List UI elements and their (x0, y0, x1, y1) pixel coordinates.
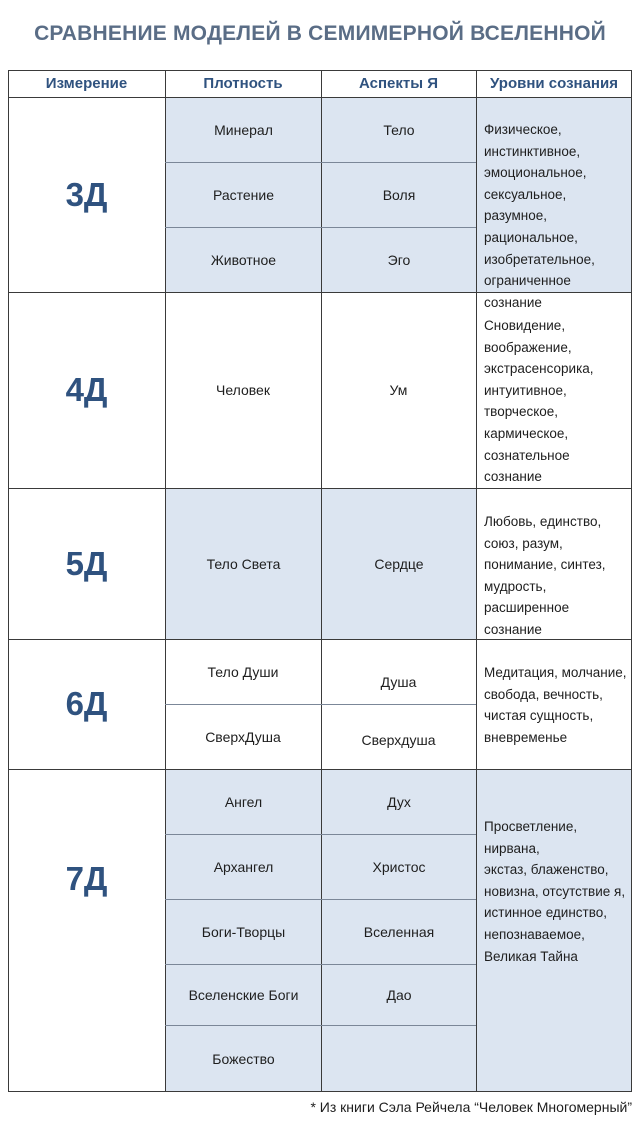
subrow-divider (165, 899, 476, 900)
aspect-cell: Дух (322, 770, 476, 834)
column-divider (165, 70, 166, 1092)
header-dimension: Измерение (45, 75, 128, 92)
subrow-divider (165, 162, 476, 163)
row-divider (8, 97, 632, 98)
aspect-cell: Сердце (322, 489, 476, 639)
density-cell: Вселенские Боги (166, 965, 321, 1025)
aspect-cell: Воля (322, 163, 476, 227)
aspect-cell (322, 1026, 476, 1092)
density-cell: Божество (166, 1026, 321, 1092)
density-cell: Человек (216, 382, 270, 398)
dimension-3d: 3Д (65, 175, 108, 213)
comparison-table (8, 70, 632, 1092)
aspect-cell: Ум (389, 382, 408, 398)
table-border (8, 1091, 632, 1092)
header-density: Плотность (203, 75, 283, 92)
density-cell: Тело Души (207, 663, 279, 680)
density-cell: Боги-Творцы (166, 900, 321, 964)
aspect-cell: Эго (322, 228, 476, 292)
density-cell: Животное (166, 228, 321, 292)
density-cell: Архангел (166, 835, 321, 899)
subrow-divider (165, 227, 476, 228)
table-border (8, 70, 632, 71)
levels-text-7d: Просветление, нирвана, экстаз, блаженство, новизна, отсутствие я, истинное единство, непознаваемое, Великая Тайна (484, 819, 626, 964)
density-cell: СверхДуша (205, 728, 281, 745)
dimension-6d: 6Д (65, 685, 108, 722)
levels-text-5d: Любовь, единство, союз, разум, понимание, синтез, мудрость, расширенное сознание (484, 514, 606, 637)
header-levels: Уровни сознания (490, 75, 618, 92)
aspect-cell: Христос (322, 835, 476, 899)
row-divider (8, 769, 632, 770)
table-border (631, 70, 632, 1092)
aspect-cell: Тело (322, 98, 476, 162)
table-border (8, 70, 9, 1092)
column-divider (476, 70, 477, 1092)
column-divider (321, 70, 322, 1092)
levels-text-4d: Сновидение, воображение, экстрасенсорика, интуитивное, творческое, кармическое, сознательное сознание (484, 318, 594, 485)
aspect-cell: Вселенная (322, 900, 476, 964)
subrow-divider (165, 1025, 476, 1026)
header-aspects: Аспекты Я (359, 75, 438, 92)
row-divider (8, 488, 632, 489)
row-divider (8, 639, 632, 640)
levels-text-6d: Медитация, молчание, свобода, вечность, чистая сущность, вневременье (484, 665, 627, 745)
row-divider (8, 292, 632, 293)
subrow-divider (165, 834, 476, 835)
density-cell: Ангел (166, 770, 321, 834)
density-cell: Растение (166, 163, 321, 227)
aspect-cell: Дао (322, 965, 476, 1025)
dimension-5d: 5Д (65, 544, 108, 582)
density-cell: Минерал (166, 98, 321, 162)
levels-text-3d: Физическое, инстинктивное, эмоциональное, сексуальное, разумное, рациональное, изобретательное, ограниченное сознание (484, 122, 595, 310)
dimension-7d: 7Д (65, 860, 108, 897)
aspect-cell: Сверхдуша (361, 731, 436, 748)
dimension-4d: 4Д (65, 371, 108, 408)
subrow-divider (165, 704, 476, 705)
source-footnote: * Из книги Сэла Рейчела “Человек Многомерный” (310, 1099, 632, 1115)
aspect-cell: Душа (380, 674, 417, 690)
density-cell: Тело Света (166, 489, 321, 639)
subrow-divider (165, 964, 476, 965)
page-title: СРАВНЕНИЕ МОДЕЛЕЙ В СЕМИМЕРНОЙ ВСЕЛЕННОЙ (34, 22, 606, 45)
